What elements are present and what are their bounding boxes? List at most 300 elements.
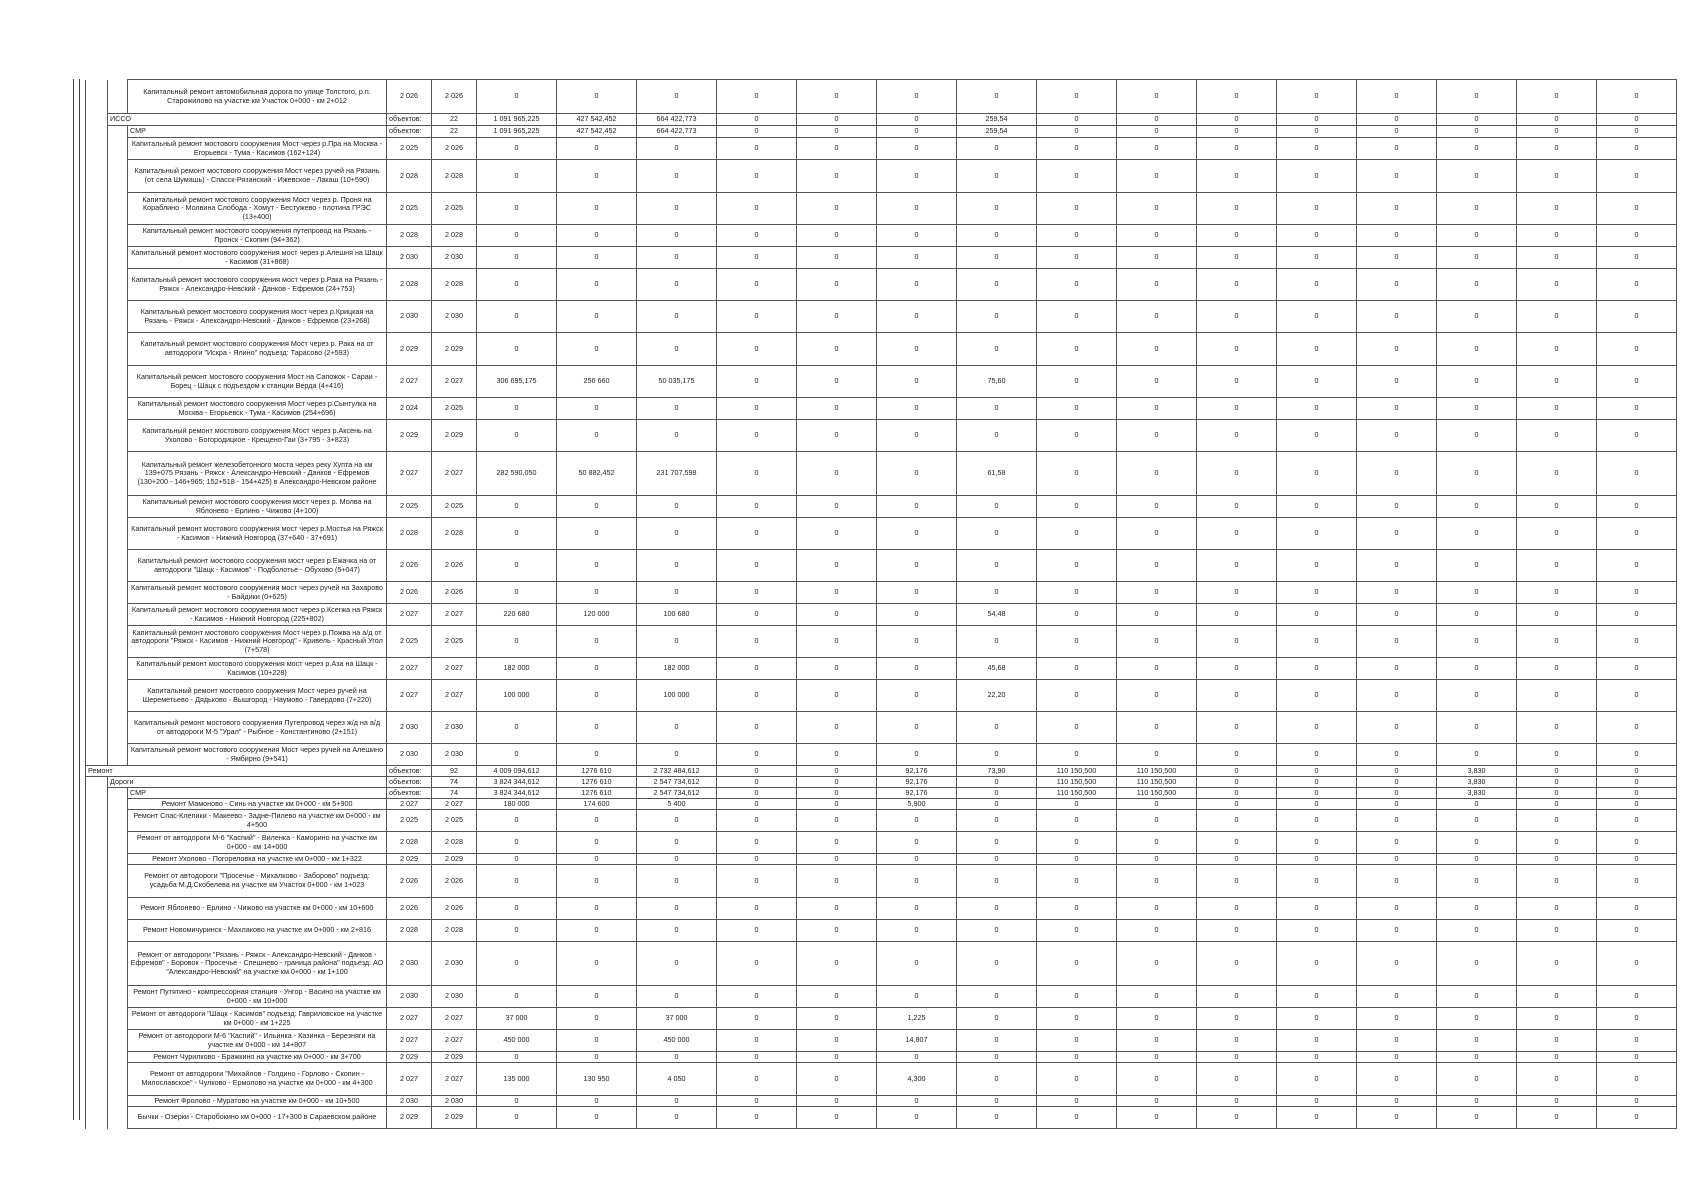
start-year: 2 026 bbox=[387, 550, 432, 582]
value-cell: 0 bbox=[1357, 398, 1437, 420]
value-cell: 0 bbox=[1517, 658, 1597, 680]
value-cell: 0 bbox=[1117, 582, 1197, 604]
value-cell: 0 bbox=[797, 854, 877, 865]
value-cell: 0 bbox=[637, 518, 717, 550]
start-year: 2 029 bbox=[387, 1107, 432, 1129]
value-cell: 0 bbox=[477, 420, 557, 452]
value-cell: 259,54 bbox=[957, 126, 1037, 138]
indent-cell bbox=[108, 269, 128, 301]
start-year: 2 027 bbox=[387, 680, 432, 712]
value-cell: 0 bbox=[1437, 854, 1517, 865]
value-cell: 0 bbox=[1517, 80, 1597, 114]
value-cell: 0 bbox=[1597, 452, 1677, 496]
value-cell: 0 bbox=[1277, 126, 1357, 138]
value-cell: 0 bbox=[877, 986, 957, 1008]
value-cell: 664 422,773 bbox=[637, 114, 717, 126]
indent-cell bbox=[86, 333, 108, 366]
indent-cell bbox=[108, 398, 128, 420]
start-year: 2 027 bbox=[387, 366, 432, 398]
value-cell: 0 bbox=[717, 1052, 797, 1063]
value-cell: 0 bbox=[1277, 550, 1357, 582]
indent-cell bbox=[108, 80, 128, 114]
object-description: Ремонт Новомичуринск - Махлаково на участке км 0+000 - км 2+816 bbox=[128, 920, 387, 942]
value-cell: 0 bbox=[1197, 744, 1277, 766]
value-cell: 0 bbox=[1597, 1030, 1677, 1052]
value-cell: 0 bbox=[717, 420, 797, 452]
value-cell: 0 bbox=[1037, 658, 1117, 680]
value-cell: 0 bbox=[477, 810, 557, 832]
value-cell: 0 bbox=[1037, 1107, 1117, 1129]
value-cell: 0 bbox=[1517, 942, 1597, 986]
value-cell: 0 bbox=[1357, 920, 1437, 942]
value-cell: 0 bbox=[557, 658, 637, 680]
value-cell: 5 400 bbox=[637, 799, 717, 810]
value-cell: 0 bbox=[637, 420, 717, 452]
value-cell: 3 824 344,612 bbox=[477, 788, 557, 799]
value-cell: 0 bbox=[717, 986, 797, 1008]
value-cell: 0 bbox=[1037, 898, 1117, 920]
value-cell: 0 bbox=[717, 366, 797, 398]
unit-label: объектов: bbox=[387, 126, 432, 138]
object-description: Капитальный ремонт мостового сооружения мост через ручей на Захарово - Байдики (0+625) bbox=[128, 582, 387, 604]
value-cell: 0 bbox=[1037, 1008, 1117, 1030]
start-year: 2 028 bbox=[387, 225, 432, 247]
indent-cell bbox=[86, 604, 108, 626]
value-cell: 0 bbox=[1357, 1008, 1437, 1030]
value-cell: 100 000 bbox=[637, 680, 717, 712]
value-cell: 0 bbox=[717, 301, 797, 333]
table-row bbox=[86, 680, 1677, 712]
table-row bbox=[86, 452, 1677, 496]
value-cell: 0 bbox=[957, 398, 1037, 420]
value-cell: 0 bbox=[957, 269, 1037, 301]
value-cell: 0 bbox=[717, 269, 797, 301]
value-cell: 0 bbox=[1437, 810, 1517, 832]
value-cell: 0 bbox=[1117, 1030, 1197, 1052]
indent-cell bbox=[86, 788, 108, 799]
value-cell: 0 bbox=[1597, 920, 1677, 942]
value-cell: 0 bbox=[717, 626, 797, 658]
value-cell: 0 bbox=[717, 788, 797, 799]
table-row bbox=[86, 518, 1677, 550]
table-row bbox=[86, 496, 1677, 518]
end-year: 2 027 bbox=[432, 658, 477, 680]
value-cell: 0 bbox=[877, 1107, 957, 1129]
value-cell: 0 bbox=[957, 1030, 1037, 1052]
indent-cell bbox=[86, 1096, 108, 1107]
table-row bbox=[86, 865, 1677, 898]
value-cell: 0 bbox=[957, 744, 1037, 766]
value-cell: 0 bbox=[957, 193, 1037, 225]
value-cell: 110 150,500 bbox=[1117, 766, 1197, 777]
end-year: 2 029 bbox=[432, 420, 477, 452]
value-cell: 0 bbox=[1437, 138, 1517, 160]
value-cell: 0 bbox=[717, 333, 797, 366]
object-description: Капитальный ремонт мостового сооружения мост через р.Мостья на Ряжск - Касимов - Нижний Новгород (37+640 - 37+691) bbox=[128, 518, 387, 550]
value-cell: 0 bbox=[1517, 114, 1597, 126]
value-cell: 0 bbox=[797, 366, 877, 398]
table-row bbox=[86, 898, 1677, 920]
value-cell: 0 bbox=[1517, 1063, 1597, 1096]
value-cell: 0 bbox=[877, 626, 957, 658]
value-cell: 0 bbox=[1357, 420, 1437, 452]
value-cell: 0 bbox=[1357, 518, 1437, 550]
value-cell: 0 bbox=[1517, 269, 1597, 301]
indent-cell bbox=[108, 138, 128, 160]
value-cell: 0 bbox=[1037, 518, 1117, 550]
object-count: 74 bbox=[432, 777, 477, 788]
value-cell: 0 bbox=[637, 550, 717, 582]
value-cell: 0 bbox=[957, 920, 1037, 942]
value-cell: 0 bbox=[1357, 799, 1437, 810]
indent-cell bbox=[86, 810, 108, 832]
table-row bbox=[86, 1008, 1677, 1030]
value-cell: 0 bbox=[797, 920, 877, 942]
value-cell: 100 000 bbox=[477, 680, 557, 712]
value-cell: 0 bbox=[1597, 247, 1677, 269]
value-cell: 0 bbox=[1517, 788, 1597, 799]
end-year: 2 027 bbox=[432, 680, 477, 712]
value-cell: 0 bbox=[1437, 680, 1517, 712]
indent-cell bbox=[86, 550, 108, 582]
value-cell: 0 bbox=[717, 777, 797, 788]
value-cell: 0 bbox=[877, 712, 957, 744]
value-cell: 0 bbox=[1197, 626, 1277, 658]
table-row bbox=[86, 799, 1677, 810]
value-cell: 0 bbox=[1597, 626, 1677, 658]
value-cell: 0 bbox=[1277, 865, 1357, 898]
outline-rule-2 bbox=[79, 79, 80, 1120]
value-cell: 0 bbox=[477, 193, 557, 225]
value-cell: 0 bbox=[1597, 496, 1677, 518]
object-description: Капитальный ремонт мостового сооружения Мост через ручей на Рязань (от села Шумашь) - Спасск-Рязанский - Ижевское - Лакаш (10+590) bbox=[128, 160, 387, 193]
value-cell: 0 bbox=[797, 269, 877, 301]
value-cell: 0 bbox=[637, 160, 717, 193]
value-cell: 0 bbox=[1357, 744, 1437, 766]
indent-cell bbox=[108, 942, 128, 986]
value-cell: 4 009 094,612 bbox=[477, 766, 557, 777]
table-row bbox=[86, 80, 1677, 114]
value-cell: 0 bbox=[717, 496, 797, 518]
indent-cell bbox=[86, 744, 108, 766]
object-description: Ремонт Ухолово - Погореловка на участке км 0+000 - км 1+322 bbox=[128, 854, 387, 865]
value-cell: 0 bbox=[1357, 452, 1437, 496]
value-cell: 0 bbox=[1117, 550, 1197, 582]
value-cell: 0 bbox=[637, 942, 717, 986]
value-cell: 0 bbox=[637, 301, 717, 333]
group-row bbox=[86, 788, 1677, 799]
start-year: 2 030 bbox=[387, 712, 432, 744]
value-cell: 0 bbox=[1037, 225, 1117, 247]
value-cell: 3,830 bbox=[1437, 788, 1517, 799]
value-cell: 0 bbox=[557, 193, 637, 225]
indent-cell bbox=[86, 582, 108, 604]
object-description: Ремонт Фролово - Муратово на участке км 0+000 - км 10+500 bbox=[128, 1096, 387, 1107]
value-cell: 0 bbox=[797, 582, 877, 604]
value-cell: 0 bbox=[1277, 898, 1357, 920]
value-cell: 0 bbox=[1517, 680, 1597, 712]
value-cell: 0 bbox=[717, 898, 797, 920]
value-cell: 427 542,452 bbox=[557, 126, 637, 138]
indent-cell bbox=[108, 1052, 128, 1063]
value-cell: 0 bbox=[1517, 366, 1597, 398]
value-cell: 0 bbox=[477, 986, 557, 1008]
value-cell: 0 bbox=[1117, 269, 1197, 301]
value-cell: 0 bbox=[957, 810, 1037, 832]
end-year: 2 029 bbox=[432, 1052, 477, 1063]
value-cell: 0 bbox=[957, 550, 1037, 582]
value-cell: 0 bbox=[1597, 712, 1677, 744]
indent-cell bbox=[108, 1030, 128, 1052]
value-cell: 1 091 965,225 bbox=[477, 126, 557, 138]
value-cell: 180 000 bbox=[477, 799, 557, 810]
indent-cell bbox=[108, 712, 128, 744]
value-cell: 0 bbox=[557, 920, 637, 942]
value-cell: 0 bbox=[797, 1096, 877, 1107]
value-cell: 0 bbox=[1437, 626, 1517, 658]
value-cell: 0 bbox=[1357, 680, 1437, 712]
start-year: 2 030 bbox=[387, 942, 432, 986]
table-row bbox=[86, 550, 1677, 582]
value-cell: 0 bbox=[1517, 712, 1597, 744]
object-description: Капитальный ремонт мостового сооружения мост через р. Молва на Яблонево - Ерлино - Чижово (4+100) bbox=[128, 496, 387, 518]
budget-table bbox=[85, 79, 1677, 1129]
start-year: 2 025 bbox=[387, 138, 432, 160]
value-cell: 0 bbox=[1117, 126, 1197, 138]
value-cell: 0 bbox=[877, 582, 957, 604]
value-cell: 0 bbox=[1277, 1030, 1357, 1052]
value-cell: 0 bbox=[1517, 301, 1597, 333]
indent-cell bbox=[86, 1063, 108, 1096]
end-year: 2 029 bbox=[432, 1107, 477, 1129]
value-cell: 0 bbox=[1277, 80, 1357, 114]
value-cell: 0 bbox=[1517, 1096, 1597, 1107]
value-cell: 0 bbox=[1517, 766, 1597, 777]
value-cell: 0 bbox=[1117, 247, 1197, 269]
value-cell: 0 bbox=[1357, 865, 1437, 898]
indent-cell bbox=[86, 658, 108, 680]
value-cell: 0 bbox=[877, 550, 957, 582]
value-cell: 100 680 bbox=[637, 604, 717, 626]
table-row bbox=[86, 366, 1677, 398]
value-cell: 0 bbox=[1357, 114, 1437, 126]
indent-cell bbox=[86, 398, 108, 420]
value-cell: 0 bbox=[717, 138, 797, 160]
value-cell: 0 bbox=[1197, 680, 1277, 712]
value-cell: 0 bbox=[1517, 810, 1597, 832]
value-cell: 0 bbox=[1597, 832, 1677, 854]
indent-cell bbox=[108, 496, 128, 518]
value-cell: 0 bbox=[557, 942, 637, 986]
value-cell: 0 bbox=[1037, 138, 1117, 160]
value-cell: 0 bbox=[477, 398, 557, 420]
table-row bbox=[86, 333, 1677, 366]
table-row bbox=[86, 1052, 1677, 1063]
value-cell: 0 bbox=[477, 333, 557, 366]
value-cell: 0 bbox=[1117, 518, 1197, 550]
value-cell: 0 bbox=[557, 550, 637, 582]
end-year: 2 025 bbox=[432, 626, 477, 658]
value-cell: 0 bbox=[1277, 854, 1357, 865]
value-cell: 0 bbox=[1437, 269, 1517, 301]
end-year: 2 026 bbox=[432, 898, 477, 920]
value-cell: 0 bbox=[1597, 160, 1677, 193]
value-cell: 14,807 bbox=[877, 1030, 957, 1052]
value-cell: 0 bbox=[1277, 496, 1357, 518]
value-cell: 0 bbox=[1277, 247, 1357, 269]
value-cell: 0 bbox=[477, 832, 557, 854]
value-cell: 0 bbox=[637, 138, 717, 160]
indent-cell bbox=[86, 712, 108, 744]
value-cell: 0 bbox=[1277, 744, 1357, 766]
value-cell: 0 bbox=[1197, 854, 1277, 865]
value-cell: 0 bbox=[1597, 114, 1677, 126]
object-description: Капитальный ремонт мостового сооружения Мост через ручей на Алешино - Ямбирно (9+541) bbox=[128, 744, 387, 766]
indent-cell bbox=[108, 518, 128, 550]
unit-label: объектов: bbox=[387, 777, 432, 788]
value-cell: 0 bbox=[477, 518, 557, 550]
value-cell: 0 bbox=[477, 854, 557, 865]
value-cell: 0 bbox=[557, 1008, 637, 1030]
value-cell: 37 000 bbox=[477, 1008, 557, 1030]
value-cell: 0 bbox=[637, 80, 717, 114]
indent-cell bbox=[108, 225, 128, 247]
end-year: 2 025 bbox=[432, 496, 477, 518]
value-cell: 0 bbox=[557, 301, 637, 333]
end-year: 2 030 bbox=[432, 1096, 477, 1107]
value-cell: 0 bbox=[1437, 1008, 1517, 1030]
indent-cell bbox=[86, 920, 108, 942]
value-cell: 110 150,500 bbox=[1117, 777, 1197, 788]
value-cell: 0 bbox=[1197, 420, 1277, 452]
table-row bbox=[86, 247, 1677, 269]
value-cell: 0 bbox=[957, 80, 1037, 114]
value-cell: 282 590,050 bbox=[477, 452, 557, 496]
end-year: 2 026 bbox=[432, 865, 477, 898]
value-cell: 0 bbox=[957, 582, 1037, 604]
indent-cell bbox=[86, 1052, 108, 1063]
table-row bbox=[86, 138, 1677, 160]
indent-cell bbox=[86, 193, 108, 225]
value-cell: 0 bbox=[1197, 225, 1277, 247]
value-cell: 0 bbox=[1597, 333, 1677, 366]
indent-cell bbox=[108, 604, 128, 626]
value-cell: 0 bbox=[877, 366, 957, 398]
table-row bbox=[86, 301, 1677, 333]
indent-cell bbox=[108, 920, 128, 942]
object-count: 22 bbox=[432, 114, 477, 126]
value-cell: 0 bbox=[797, 898, 877, 920]
object-description: Ремонт от автодороги "Просечье - Михалково - Заборово" подъезд: усадьба М.Д.Скобелева на участке км Участок 0+000 - км 1+023 bbox=[128, 865, 387, 898]
value-cell: 92,176 bbox=[877, 788, 957, 799]
value-cell: 0 bbox=[797, 247, 877, 269]
object-description: Капитальный ремонт мостового сооружения путепровод на Рязань - Пронск - Скопин (94+362) bbox=[128, 225, 387, 247]
indent-cell bbox=[86, 1107, 108, 1129]
indent-cell bbox=[86, 854, 108, 865]
value-cell: 0 bbox=[797, 301, 877, 333]
value-cell: 0 bbox=[1277, 766, 1357, 777]
value-cell: 0 bbox=[1277, 986, 1357, 1008]
table-row bbox=[86, 398, 1677, 420]
value-cell: 0 bbox=[877, 898, 957, 920]
indent-cell bbox=[86, 452, 108, 496]
value-cell: 0 bbox=[557, 1107, 637, 1129]
value-cell: 0 bbox=[637, 986, 717, 1008]
value-cell: 0 bbox=[1517, 398, 1597, 420]
value-cell: 3,830 bbox=[1437, 766, 1517, 777]
value-cell: 2 732 484,612 bbox=[637, 766, 717, 777]
value-cell: 0 bbox=[1197, 1063, 1277, 1096]
value-cell: 0 bbox=[557, 680, 637, 712]
value-cell: 0 bbox=[877, 160, 957, 193]
indent-cell bbox=[108, 1063, 128, 1096]
value-cell: 0 bbox=[797, 604, 877, 626]
value-cell: 37 000 bbox=[637, 1008, 717, 1030]
start-year: 2 026 bbox=[387, 898, 432, 920]
group-row bbox=[86, 777, 1677, 788]
value-cell: 0 bbox=[1437, 865, 1517, 898]
value-cell: 0 bbox=[637, 865, 717, 898]
value-cell: 75,60 bbox=[957, 366, 1037, 398]
value-cell: 50 035,175 bbox=[637, 366, 717, 398]
value-cell: 0 bbox=[1597, 1096, 1677, 1107]
indent-cell bbox=[86, 518, 108, 550]
value-cell: 0 bbox=[1597, 398, 1677, 420]
value-cell: 0 bbox=[1357, 898, 1437, 920]
value-cell: 0 bbox=[1437, 550, 1517, 582]
end-year: 2 028 bbox=[432, 269, 477, 301]
value-cell: 0 bbox=[1517, 247, 1597, 269]
group-label: ИССО bbox=[108, 114, 387, 126]
value-cell: 0 bbox=[1277, 582, 1357, 604]
value-cell: 0 bbox=[957, 898, 1037, 920]
value-cell: 0 bbox=[797, 1052, 877, 1063]
value-cell: 0 bbox=[1197, 788, 1277, 799]
object-description: Капитальный ремонт мостового сооружения мост через р.Ксегжа на Ряжск - Касимов - Нижний Новгород (225+802) bbox=[128, 604, 387, 626]
value-cell: 0 bbox=[1517, 160, 1597, 193]
value-cell: 0 bbox=[1597, 766, 1677, 777]
value-cell: 0 bbox=[1117, 1052, 1197, 1063]
value-cell: 0 bbox=[1277, 114, 1357, 126]
value-cell: 0 bbox=[1357, 942, 1437, 986]
value-cell: 110 150,500 bbox=[1117, 788, 1197, 799]
value-cell: 0 bbox=[1117, 865, 1197, 898]
value-cell: 0 bbox=[877, 333, 957, 366]
value-cell: 0 bbox=[1117, 604, 1197, 626]
indent-cell bbox=[86, 1008, 108, 1030]
object-description: Ремонт от автодороги М-6 "Каспий" - Ильинка - Казинка - Березняги на участке км 0+000 - км 14+807 bbox=[128, 1030, 387, 1052]
indent-cell bbox=[108, 854, 128, 865]
value-cell: 0 bbox=[1117, 942, 1197, 986]
object-count: 22 bbox=[432, 126, 477, 138]
value-cell: 0 bbox=[1357, 160, 1437, 193]
indent-cell bbox=[86, 777, 108, 788]
value-cell: 450 000 bbox=[477, 1030, 557, 1052]
value-cell: 92,176 bbox=[877, 766, 957, 777]
object-description: Капитальный ремонт мостового сооружения мост через р.Аза на Шацк - Касимов (10+228) bbox=[128, 658, 387, 680]
value-cell: 0 bbox=[1437, 1030, 1517, 1052]
value-cell: 0 bbox=[1197, 1052, 1277, 1063]
value-cell: 0 bbox=[1277, 193, 1357, 225]
value-cell: 0 bbox=[1037, 680, 1117, 712]
value-cell: 0 bbox=[1437, 114, 1517, 126]
value-cell: 0 bbox=[1117, 398, 1197, 420]
value-cell: 220 680 bbox=[477, 604, 557, 626]
value-cell: 0 bbox=[1437, 582, 1517, 604]
value-cell: 0 bbox=[1037, 452, 1117, 496]
end-year: 2 027 bbox=[432, 1063, 477, 1096]
table-row bbox=[86, 920, 1677, 942]
